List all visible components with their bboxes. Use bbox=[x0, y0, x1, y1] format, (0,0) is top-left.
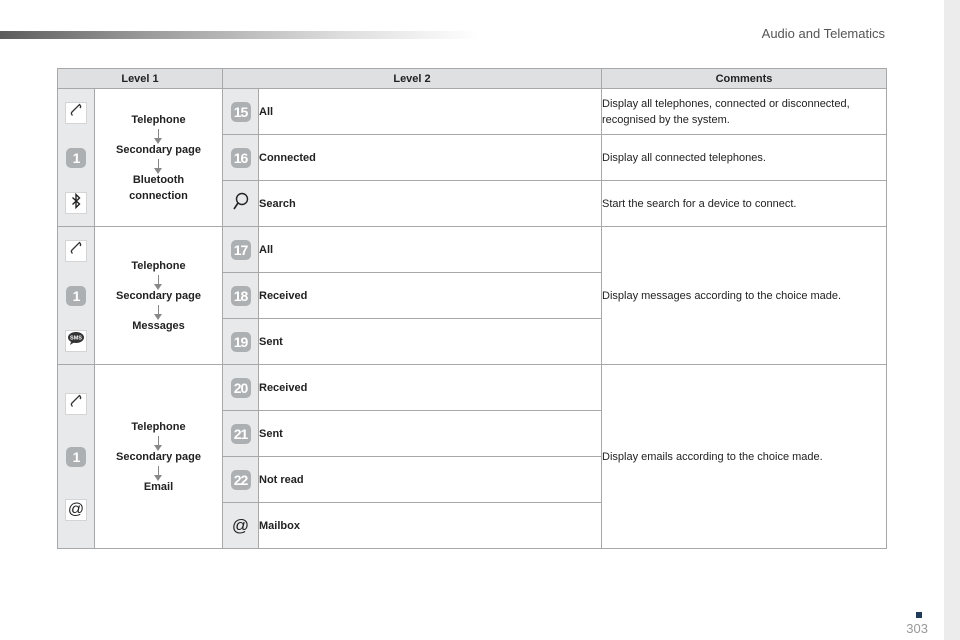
level1-path-cell bbox=[95, 365, 223, 549]
level2-label: Received bbox=[259, 273, 602, 319]
page-marker bbox=[916, 612, 922, 618]
number-badge-18: 18 bbox=[231, 286, 251, 306]
arrow-down-icon bbox=[158, 275, 159, 285]
number-badge-15: 15 bbox=[231, 102, 251, 122]
menu-number-badge: 1 bbox=[66, 286, 86, 306]
arrow-down-icon bbox=[158, 436, 159, 446]
header-level1: Level 1 bbox=[58, 69, 223, 89]
level1-icons-cell bbox=[58, 365, 95, 549]
level2-label: Mailbox bbox=[259, 503, 602, 549]
arrow-down-icon bbox=[158, 129, 159, 139]
level2-label: Not read bbox=[259, 457, 602, 503]
path-step-bluetooth-connection: Bluetooth connection bbox=[129, 173, 188, 202]
table-row bbox=[58, 365, 887, 411]
table-header-row bbox=[58, 69, 887, 89]
level1-path-cell bbox=[95, 227, 223, 365]
comment-cell: Display messages according to the choice made. bbox=[602, 227, 887, 365]
level2-number-cell bbox=[223, 365, 259, 411]
svg-text:SMS: SMS bbox=[70, 335, 82, 342]
comment-cell: Display all telephones, connected or disconnected, recognised by the system. bbox=[602, 89, 887, 135]
level2-label: Sent bbox=[259, 411, 602, 457]
comment-cell: Start the search for a device to connect. bbox=[602, 181, 887, 227]
at-sign-icon: @ bbox=[231, 515, 250, 535]
number-badge-19: 19 bbox=[231, 332, 251, 352]
header-level2: Level 2 bbox=[223, 69, 602, 89]
path-step-secondary-page: Secondary page bbox=[116, 289, 201, 302]
comment-cell: Display all connected telephones. bbox=[602, 135, 887, 181]
bluetooth-icon bbox=[65, 192, 87, 214]
level2-number-cell bbox=[223, 273, 259, 319]
arrow-down-icon bbox=[158, 159, 159, 169]
level2-label: Sent bbox=[259, 319, 602, 365]
arrow-down-icon bbox=[158, 305, 159, 315]
menu-number-badge: 1 bbox=[66, 447, 86, 467]
level2-number-cell bbox=[223, 135, 259, 181]
table-row bbox=[58, 89, 887, 135]
level2-label: Connected bbox=[259, 135, 602, 181]
page-edge-strip bbox=[944, 0, 960, 640]
level1-icons-cell bbox=[58, 89, 95, 227]
path-step-telephone: Telephone bbox=[131, 259, 186, 272]
path-step-messages: Messages bbox=[132, 319, 185, 332]
level2-number-cell bbox=[223, 227, 259, 273]
header-comments: Comments bbox=[602, 69, 887, 89]
level2-label: Search bbox=[259, 181, 602, 227]
level2-label: All bbox=[259, 227, 602, 273]
number-badge-17: 17 bbox=[231, 240, 251, 260]
number-badge-21: 21 bbox=[231, 424, 251, 444]
path-step-telephone: Telephone bbox=[131, 113, 186, 126]
level1-path-cell bbox=[95, 89, 223, 227]
section-title: Audio and Telematics bbox=[761, 26, 885, 41]
path-step-telephone: Telephone bbox=[131, 420, 186, 433]
table-row bbox=[58, 227, 887, 273]
path-step-email: Email bbox=[143, 480, 174, 493]
level2-icon-cell bbox=[223, 181, 259, 227]
at-sign-icon: @ bbox=[65, 499, 87, 521]
search-icon bbox=[232, 192, 250, 212]
number-badge-16: 16 bbox=[231, 148, 251, 168]
sms-icon bbox=[65, 330, 87, 352]
number-badge-20: 20 bbox=[231, 378, 251, 398]
header-gradient-bar bbox=[0, 31, 480, 39]
path-step-secondary-page: Secondary page bbox=[116, 143, 201, 156]
level2-number-cell bbox=[223, 319, 259, 365]
telephone-icon bbox=[65, 240, 87, 262]
number-badge-22: 22 bbox=[231, 470, 251, 490]
telephone-icon bbox=[65, 102, 87, 124]
arrow-down-icon bbox=[158, 466, 159, 476]
level2-icon-cell bbox=[223, 503, 259, 549]
menu-table bbox=[57, 68, 887, 549]
menu-number-badge: 1 bbox=[66, 148, 86, 168]
level2-number-cell bbox=[223, 457, 259, 503]
comment-cell: Display emails according to the choice made. bbox=[602, 365, 887, 549]
telephone-icon bbox=[65, 393, 87, 415]
level2-number-cell bbox=[223, 411, 259, 457]
level2-label: All bbox=[259, 89, 602, 135]
page-number: 303 bbox=[906, 621, 928, 636]
level2-number-cell bbox=[223, 89, 259, 135]
level1-icons-cell bbox=[58, 227, 95, 365]
path-step-secondary-page: Secondary page bbox=[116, 450, 201, 463]
level2-label: Received bbox=[259, 365, 602, 411]
